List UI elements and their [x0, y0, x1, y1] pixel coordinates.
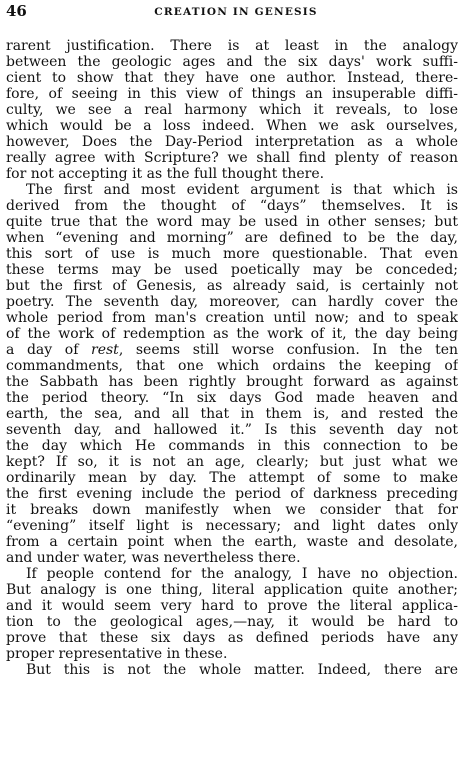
text-line: culty, we see a real harmony which it reveals, to lose — [6, 102, 458, 118]
text-line: fore, of seeing in this view of things an insuperable diffi- — [6, 86, 458, 102]
text-line: the first evening include the period of darkness preceding — [6, 486, 458, 502]
page-number: 46 — [6, 2, 27, 20]
text-line: this sort of use is much more questionable. That even — [6, 246, 458, 262]
text-line: the period theory. “In six days God made heaven and — [6, 390, 458, 406]
text-line: prove that these six days as defined periods have any — [6, 630, 458, 646]
text-line: a day of rest, seems still worse confusion. In the ten — [6, 342, 458, 358]
text-line: between the geologic ages and the six days' work suffi- — [6, 54, 458, 70]
text-line: earth, the sea, and all that in them is, and rested the — [6, 406, 458, 422]
text-line: ordinarily mean by day. The attempt of some to make — [6, 470, 458, 486]
text-line: these terms may be used poetically may be conceded; — [6, 262, 458, 278]
body-text — [6, 38, 458, 678]
text-line: poetry. The seventh day, moreover, can hardly cover the — [6, 294, 458, 310]
text-line: from a certain point when the earth, waste and desolate, — [6, 534, 458, 550]
text-line: it breaks down manifestly when we consider that for — [6, 502, 458, 518]
text-line: kept? If so, it is not an age, clearly; but just what we — [6, 454, 458, 470]
text-line: and under water, was nevertheless there. — [6, 550, 301, 566]
emphasis: rest — [91, 342, 119, 358]
text-line: but the first of Genesis, as already said, is certainly not — [6, 278, 458, 294]
text-line: of the work of redemption as the work of it, the day being — [6, 326, 458, 342]
text-line: which would be a loss indeed. When we ask ourselves, — [6, 118, 458, 134]
text-line: But this is not the whole matter. Indeed, there are — [26, 662, 458, 678]
text-line: But analogy is one thing, literal application quite another; — [6, 582, 458, 598]
text-line: If people contend for the analogy, I have no objection. — [26, 566, 458, 582]
text-line: and it would seem very hard to prove the literal applica- — [6, 598, 458, 614]
text-line: quite true that the word may be used in other senses; but — [6, 214, 458, 230]
text-line: The first and most evident argument is that which is — [26, 182, 458, 198]
text-line: when “evening and morning” are defined to be the day, — [6, 230, 458, 246]
text-line: tion to the geological ages,—nay, it would be hard to — [6, 614, 458, 630]
text-line: the day which He commands in this connection to be — [6, 438, 458, 454]
text-line: derived from the thought of “days” themselves. It is — [6, 198, 458, 214]
page-header — [6, 2, 466, 24]
text-line: proper representative in these. — [6, 646, 228, 662]
text-line: the Sabbath has been rightly brought forward as against — [6, 374, 458, 390]
text-line: commandments, that one which ordains the keeping of — [6, 358, 458, 374]
text-line: however, Does the Day-Period interpretation as a whole — [6, 134, 458, 150]
text-line: whole period from man's creation until now; and to speak — [6, 310, 458, 326]
running-head: CREATION IN GENESIS — [154, 6, 318, 18]
text-line: cient to show that they have one author. Instead, there- — [6, 70, 458, 86]
text-line: rarent justification. There is at least in the analogy — [6, 38, 458, 54]
text-line: for not accepting it as the full thought there. — [6, 166, 325, 182]
text-line: “evening” itself light is necessary; and light dates only — [6, 518, 458, 534]
text-line: really agree with Scripture? we shall find plenty of reason — [6, 150, 458, 166]
text-line: seventh day, and hallowed it.” Is this seventh day not — [6, 422, 458, 438]
